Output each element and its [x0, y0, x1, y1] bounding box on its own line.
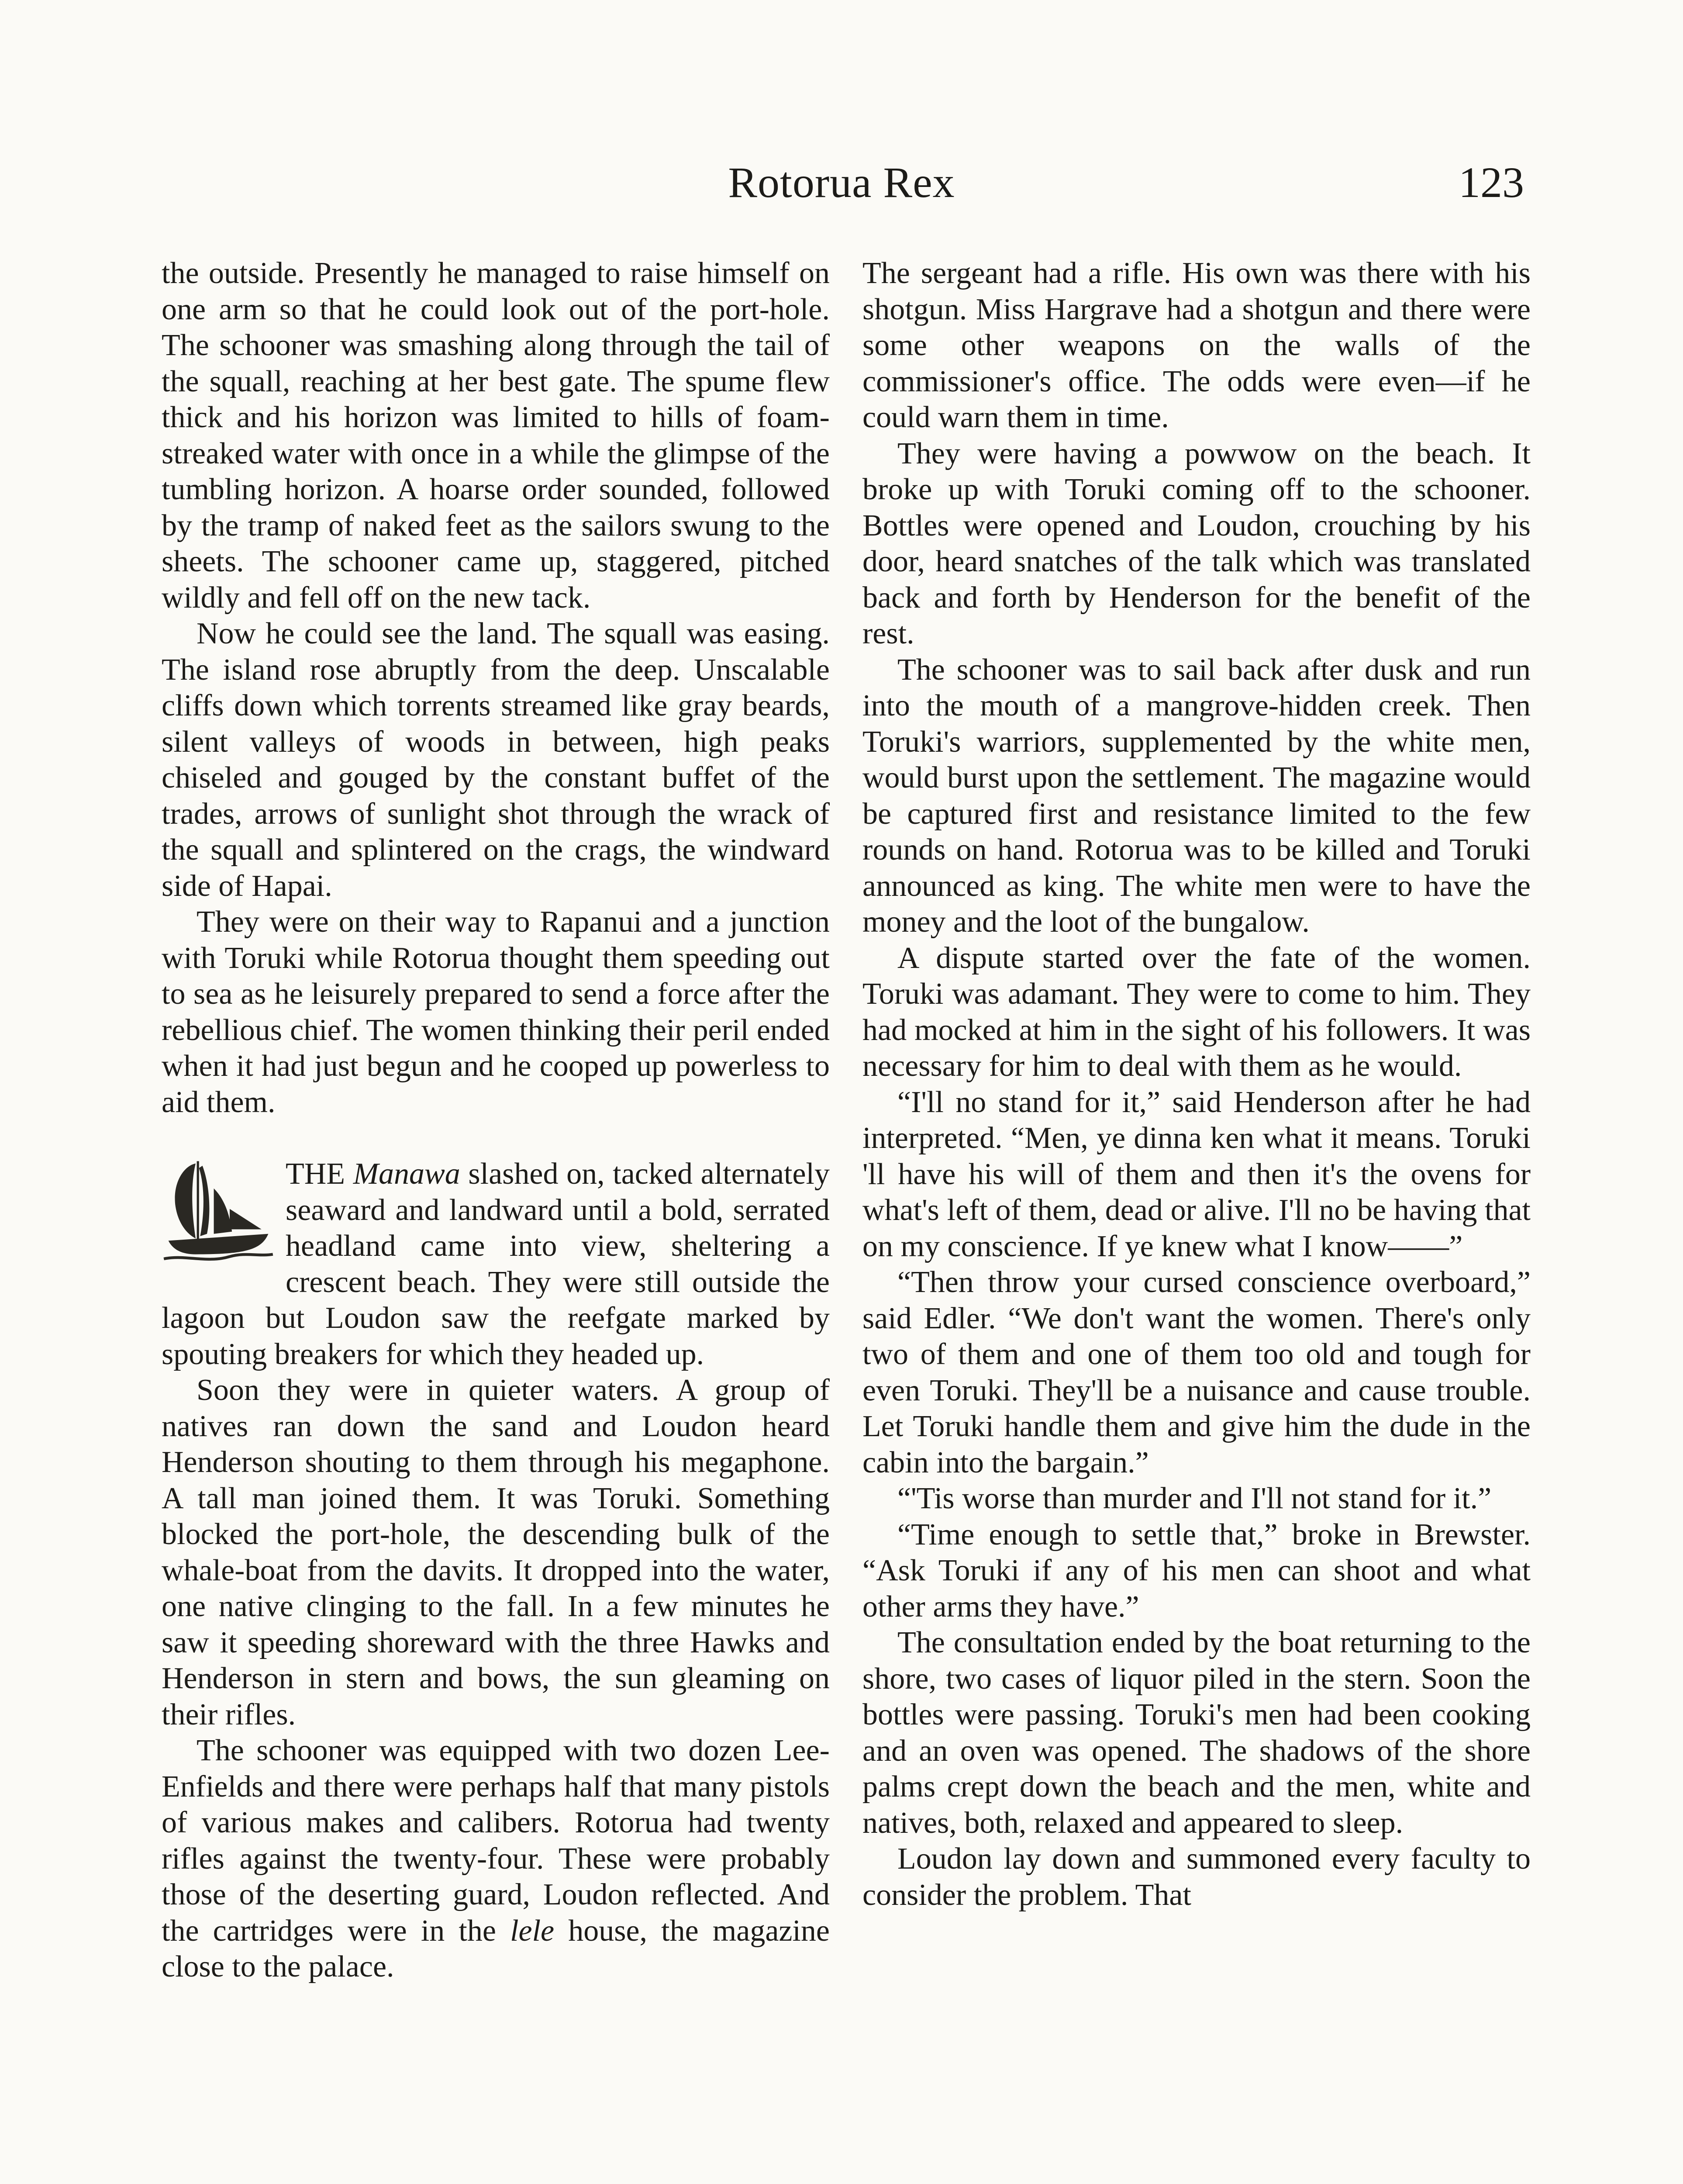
paragraph: THE Manawa slashed on, tacked alternately seaward and landward until a bold, serrated headland came into view, sheltering a crescent beach. They were still outside the lagoon but Loudon saw the reefgate marked by spouting breakers for which they headed up. — [162, 1157, 830, 1371]
paragraph: They were having a powwow on the beach. It broke up with Toruki coming off to the schooner. Bottles were opened and Loudon, crouching by his door, heard snatches of the talk which was translated back and forth by Henderson for the benefit of the rest. — [862, 436, 1531, 650]
paragraph: “I'll no stand for it,” said Henderson after he had interpreted. “Men, ye dinna ken what it means. Toruki 'll have his will of them and then it's the ovens for what's left of them, dead or alive. I'll no be having that on my conscience. If ye knew what I know——” — [862, 1085, 1531, 1263]
paragraph: A dispute started over the fate of the women. Toruki was adamant. They were to come to him. They had mocked at him in the sight of his followers. It was necessary for him to deal with them as he would. — [862, 941, 1531, 1083]
paragraph: The schooner was to sail back after dusk and run into the mouth of a mangrove-hidden creek. Then Toruki's warriors, supplemented by the white men, would burst upon the settlement. The magazine would be captured first and resistance limited to the few rounds on hand. Rotorua was to be killed and Toruki announced as king. The white men were to have the money and the loot of the bungalow. — [862, 653, 1531, 939]
sailing-ship-icon — [162, 1159, 275, 1268]
paragraph: The sergeant had a rifle. His own was there with his shotgun. Miss Hargrave had a shotgun and there were some other weapons on the walls of the commissioner's office. The odds were even—if he could warn them in time. — [862, 256, 1531, 434]
running-title: Rotorua Rex — [728, 158, 955, 207]
left-column — [162, 256, 830, 1985]
paragraph: “Time enough to settle that,” broke in Brewster. “Ask Toruki if any of his men can shoot and what other arms they have.” — [862, 1517, 1531, 1624]
paragraph: Now he could see the land. The squall was easing. The island rose abruptly from the deep. Unscalable cliffs down which torrents streamed like gray beards, silent valleys of woods in between, high peaks chiseled and gouged by the constant buffet of the trades, arrows of sunlight shot through the wrack of the squall and splintered on the crags, the windward side of Hapai. — [162, 617, 830, 903]
paragraph: “'Tis worse than murder and I'll not stand for it.” — [897, 1482, 1492, 1515]
paragraph: “Then throw your cursed conscience overboard,” said Edler. “We don't want the women. There's only two of them and one of them too old and tough for even Toruki. They'll be a nuisance and cause trouble. Let Toruki handle them and give him the dude in the cabin into the bargain.” — [862, 1265, 1531, 1479]
paragraph: Loudon lay down and summoned every faculty to consider the problem. That — [862, 1842, 1531, 1912]
right-column — [862, 256, 1531, 1913]
section-break — [162, 1120, 830, 1156]
page-number: 123 — [1459, 158, 1524, 207]
page-header — [0, 157, 1683, 232]
paragraph: They were on their way to Rapanui and a junction with Toruki while Rotorua thought them speeding out to sea as he leisurely prepared to send a force after the rebellious chief. The women thinking their peril ended when it had just begun and he cooped up powerless to aid them. — [162, 905, 830, 1119]
paragraph: Soon they were in quieter waters. A group of natives ran down the sand and Loudon heard Henderson shouting to them through his megaphone. A tall man joined them. It was Toruki. Something blocked the port-hole, the descending bulk of the whale-boat from the davits. It dropped into the water, one native clinging to the fall. In a few minutes he saw it speeding shoreward with the three Hawks and Henderson in stern and bows, the sun gleaming on their rifles. — [162, 1373, 830, 1731]
paragraph: The consultation ended by the boat returning to the shore, two cases of liquor piled in the stern. Soon the bottles were passing. Toruki's men had been cooking and an oven was opened. The shadows of the shore palms crept down the beach and the men, white and natives, both, relaxed and appeared to sleep. — [862, 1626, 1531, 1840]
paragraph: the outside. Presently he managed to raise himself on one arm so that he could look out of the port-hole. The schooner was smashing along through the tail of the squall, reaching at her best gate. The spume flew thick and his horizon was limited to hills of foam-streaked water with once in a while the glimpse of the tumbling horizon. A hoarse order sounded, followed by the tramp of naked feet as the sailors swung to the sheets. The schooner came up, staggered, pitched wildly and fell off on the new tack. — [162, 256, 830, 615]
paragraph: The schooner was equipped with two dozen Lee-Enfields and there were perhaps half that many pistols of various makes and calibers. Rotorua had twenty rifles against the twenty-four. These were probably those of the deserting guard, Loudon reflected. And the cartridges were in the lele house, the magazine close to the palace. — [162, 1734, 830, 1984]
